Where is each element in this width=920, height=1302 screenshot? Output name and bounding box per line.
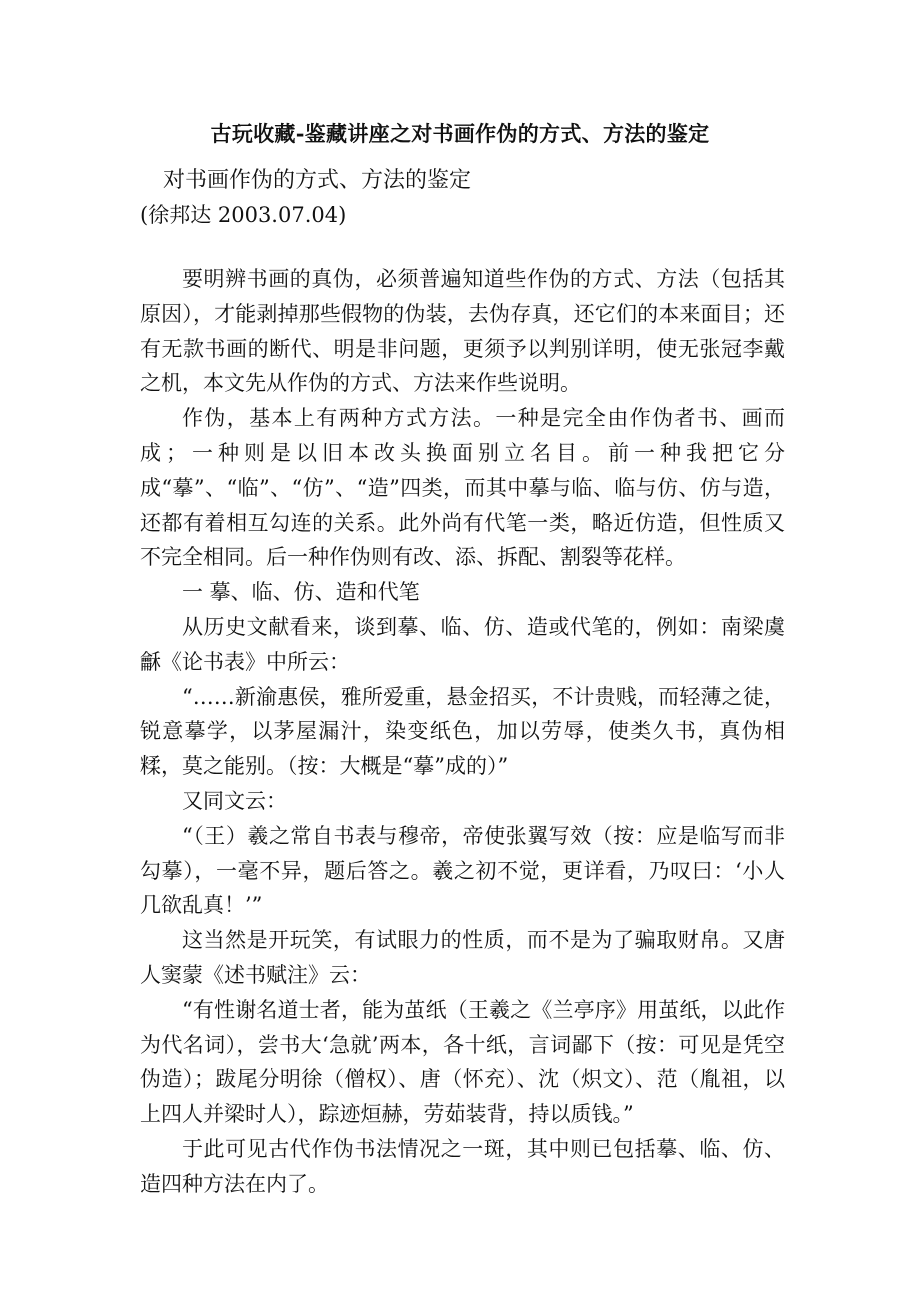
quotation: “有性谢名道士者，能为茧纸（王羲之《兰亭序》用茧纸，以此作为代名词），尝书大‘急就’两本，各十纸，言词鄙下（按：可见是凭空伪造）；跋尾分明徐（僧权）、唐（怀充）、沈（炽文）、范（胤祖，以上四人并梁时人），踪迹烜赫，劳茹装背，持以质钱。”	[140, 997, 785, 1127]
quotation: “……新渝惠侯，雅所爱重，悬金招买，不计贵贱，而轻薄之徒，锐意摹学，以茅屋漏汁，染变纸色，加以劳辱，使类久书，真伪相糅，莫之能别。（按：大概是“摹”成的）”	[140, 684, 785, 779]
paragraph: 从历史文献看来，谈到摹、临、仿、造或代笔的，例如：南梁虞龢《论书表》中所云：	[140, 614, 785, 674]
section-heading: 一 摹、临、仿、造和代笔	[182, 580, 420, 605]
article-body	[140, 262, 785, 1202]
paragraph: 于此可见古代作伪书法情况之一斑，其中则已包括摹、临、仿、造四种方法在内了。	[140, 1136, 785, 1196]
document-title: 古玩收藏-鉴藏讲座之对书画作伪的方式、方法的鉴定	[210, 121, 710, 146]
document-subtitle: 对书画作伪的方式、方法的鉴定	[163, 168, 472, 193]
author-date-line: (徐邦达 2003.07.04)	[140, 203, 347, 227]
quotation: “（王）羲之常自书表与穆帝，帝使张翼写效（按：应是临写而非勾摹），一毫不异，题后答之。羲之初不觉，更详看，乃叹曰：‘小人几欲乱真！’”	[140, 823, 785, 918]
paragraph: 作伪，基本上有两种方式方法。一种是完全由作伪者书、画而成；一种则是以旧本改头换面别立名目。前一种我把它分成“摹”、“临”、“仿”、“造”四类，而其中摹与临、临与仿、仿与造，还都有着相互勾连的关系。此外尚有代笔一类，略近仿造，但性质又不完全相同。后一种作伪则有改、添、拆配、割裂等花样。	[140, 406, 785, 570]
paragraph: 这当然是开玩笑，有试眼力的性质，而不是为了骗取财帛。又唐人窦蒙《述书赋注》云：	[140, 928, 785, 987]
paragraph: 又同文云：	[182, 788, 287, 813]
paragraph: 要明辨书画的真伪，必须普遍知道些作伪的方式、方法（包括其原因），才能剥掉那些假物的伪装，去伪存真，还它们的本来面目；还有无款书画的断代、明是非问题，更须予以判别详明，使无张冠李戴之机，本文先从作伪的方式、方法来作些说明。	[140, 267, 785, 396]
